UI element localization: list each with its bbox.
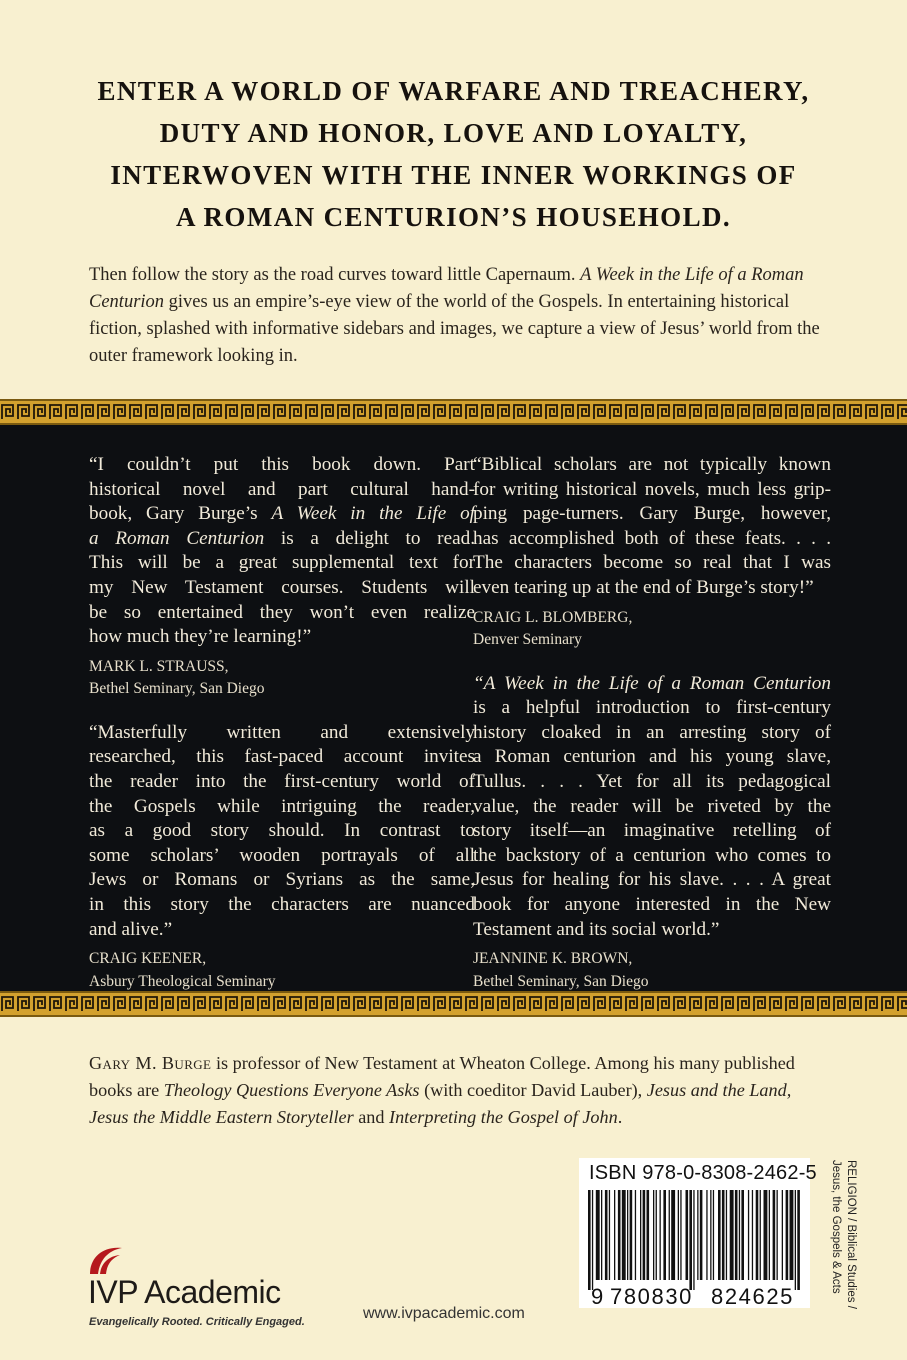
intro-book-title: A Week in the Life of a Roman Centurion (89, 265, 804, 312)
intro-text-continued: gives us an empire’s-eye view of the world of the Gospels. In entertaining historical fiction, splashed with informative sidebars and images, we capture a view of Jesus’ world from the outer framework looking in. (89, 292, 820, 366)
barcode-bar (605, 1190, 608, 1280)
book-title: Interpreting the Gospel of John (389, 1107, 618, 1127)
barcode-bar (718, 1190, 721, 1280)
endorsement-quote-blomberg: “Biblical scholars are not typically known for writing historical novels, much less grip- ping page-turners. Gary Burge, however, has accomplished both of these feats. . . . The characters become so real that I was even tearing up at the end of Burge’s story!” (473, 454, 831, 598)
category-line: Jesus, the Gospels & Acts (830, 1160, 842, 1294)
endorser-affiliation: Asbury Theological Seminary (89, 972, 276, 990)
barcode-bar (722, 1190, 725, 1280)
barcode-bar (630, 1190, 633, 1280)
barcode-bar (693, 1190, 694, 1290)
barcode-bar (713, 1190, 714, 1280)
book-title: Jesus and the Land, Jesus the Middle Eastern Storyteller (89, 1080, 792, 1127)
barcode-bar (596, 1190, 600, 1280)
barcode-bar (609, 1190, 610, 1280)
endorsement-quote-keener: “Masterfully written and extensively researched, this fast-paced account invites the reader into the first-century world of the Gospels while intriguing the reader, as a good story should. In contrast to some scholars’ wooden portrayals of all Jews or Romans or Syrians as the same, in this story the characters are nuanced and alive.” (89, 721, 475, 940)
barcode-bar (786, 1190, 789, 1280)
barcode-bar (588, 1190, 591, 1290)
category-label (818, 1160, 858, 1310)
publisher-website: www.ivpacademic.com (363, 1305, 525, 1322)
endorser-name: MARK L. STRAUSS, (89, 657, 229, 675)
headline-line: ENTER A WORLD OF WARFARE AND TREACHERY, (97, 76, 810, 106)
barcode-bar (748, 1190, 749, 1280)
endorsements-panel (0, 425, 907, 991)
endorser-affiliation: Bethel Seminary, San Diego (89, 680, 265, 698)
intro-text: Then follow the story as the road curves toward little Capernaum. (89, 265, 581, 285)
endorsement-column-left (89, 453, 475, 1013)
endorsement-quote-brown: “A Week in the Life of a Roman Centurion is a helpful introduction to first-century history cloaked in an arresting story of a Roman centurion and his young slave, Tullus. . . . Yet for all its pedagogical value, the reader will be riveted by the story itself—an imaginative retelling of the backstory of a centurion who comes to Jesus for healing for his slave. . . . A great book for anyone interested in the New Testament and its social world.” (473, 672, 831, 940)
barcode-bar (656, 1190, 657, 1280)
category-line: RELIGION / Biblical Studies / (845, 1160, 857, 1309)
headline-line: INTERWOVEN WITH THE INNER WORKINGS OF (110, 160, 797, 190)
greek-key-border-top (0, 399, 907, 425)
barcode-bar (643, 1190, 646, 1280)
barcode-bar (592, 1190, 593, 1290)
barcode-bar (741, 1190, 744, 1280)
barcode-bar (678, 1190, 679, 1280)
endorser-name: CRAIG KEENER, (89, 950, 207, 968)
endorsement-attribution-keener (89, 948, 475, 993)
headline-line: A ROMAN CENTURION’S HOUSEHOLD. (175, 202, 732, 232)
barcode-bar (777, 1190, 778, 1280)
barcode-bar (795, 1190, 796, 1290)
barcode-bar (764, 1190, 768, 1280)
barcode-bar (622, 1190, 626, 1280)
greek-key-border-bottom (0, 991, 907, 1017)
author-name: Gary M. Burge (89, 1053, 212, 1073)
barcode-bar (735, 1190, 738, 1280)
barcode-bar (680, 1190, 681, 1280)
barcode-bar (773, 1190, 776, 1280)
endorser-name: CRAIG L. BLOMBERG, (473, 608, 633, 626)
barcode-bar (752, 1190, 753, 1280)
barcode-bar (782, 1190, 783, 1280)
barcode-bar (686, 1190, 689, 1280)
barcode-bar (627, 1190, 628, 1280)
endorser-affiliation: Denver Seminary (473, 631, 582, 649)
endorsement-attribution-brown (473, 948, 831, 993)
barcode-bar (618, 1190, 621, 1280)
ivp-swoosh-icon (88, 1244, 128, 1276)
barcode-bar (647, 1190, 650, 1280)
barcode-bar (706, 1190, 707, 1280)
barcode-bar (710, 1190, 711, 1280)
barcode-bar (614, 1190, 615, 1280)
headline-line: DUTY AND HONOR, LOVE AND LOYALTY, (159, 118, 748, 148)
endorsement-attribution-strauss (89, 656, 475, 701)
endorser-affiliation: Bethel Seminary, San Diego (473, 972, 649, 990)
endorsement-attribution-blomberg (473, 607, 831, 652)
barcode-bar (760, 1190, 761, 1280)
barcode-bar (700, 1190, 703, 1280)
barcode-digit-lead: 9 (591, 1284, 604, 1309)
barcode-bar (730, 1190, 734, 1280)
barcode-bar (739, 1190, 740, 1280)
endorser-name: JEANNINE K. BROWN, (473, 950, 633, 968)
book-title: Theology Questions Everyone Asks (163, 1080, 420, 1100)
barcode-bar (640, 1190, 641, 1280)
endorsement-column-right (473, 453, 831, 1013)
barcode-bar (790, 1190, 794, 1280)
barcode-bar (660, 1190, 661, 1280)
intro-paragraph (89, 262, 821, 370)
barcode-bar (697, 1190, 698, 1280)
barcode-bar (635, 1190, 636, 1280)
barcode-bar (663, 1190, 666, 1280)
barcode-digits-right: 824625 (711, 1284, 795, 1309)
barcode-bar (669, 1190, 670, 1280)
author-bio: Gary M. Burge is professor of New Testament at Wheaton College. Among his many published books are Theology Questions Everyone Asks (with coeditor David Lauber), Jesus and the Land, Jesus the Middle Eastern Storyteller and Interpreting the Gospel of John. (89, 1053, 795, 1127)
barcode-bar (797, 1190, 800, 1290)
headline (0, 70, 907, 238)
barcode-bar (726, 1190, 727, 1280)
barcode-bar (601, 1190, 602, 1280)
endorsement-quote-strauss: “I couldn’t put this book down. Part historical novel and part cultural hand- book, Gary Burge’s A Week in the Life of a Roman Centurion is a delight to read. This will be a great supplemental text for my New Testament courses. Students will be so entertained they won’t even realize how much they’re learning!” (89, 454, 475, 648)
barcode-bar (689, 1190, 692, 1290)
barcode-digits-left: 780830 (610, 1284, 694, 1309)
barcode-bar (756, 1190, 759, 1280)
barcode-bar (671, 1190, 675, 1280)
barcode-bar (653, 1190, 654, 1280)
barcode-bar (769, 1190, 770, 1280)
isbn-label: ISBN 978-0-8308-2462-5 (589, 1162, 817, 1184)
publisher-tagline: Evangelically Rooted. Critically Engaged. (89, 1316, 305, 1328)
barcode (585, 1190, 807, 1294)
publisher-name: IVP Academic (88, 1274, 281, 1310)
